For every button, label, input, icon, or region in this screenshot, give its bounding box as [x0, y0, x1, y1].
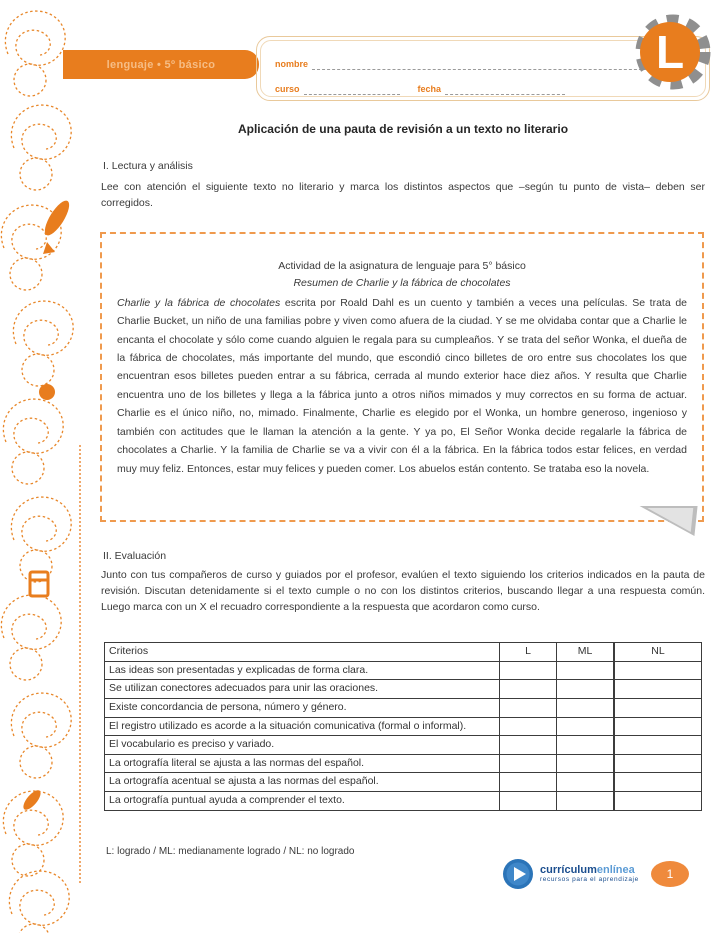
course-label: curso — [275, 84, 300, 94]
mark-cell-l[interactable] — [500, 792, 557, 811]
evaluation-criteria-table — [104, 642, 702, 811]
dotted-rail-decoration — [79, 445, 81, 883]
subject-grade-label: lenguaje • 5º básico — [106, 58, 216, 71]
col-header-ml: ML — [557, 643, 615, 662]
pen-icon — [40, 197, 73, 254]
table-legend: L: logrado / ML: medianamente logrado / NL: no logrado — [106, 846, 355, 857]
mark-cell-nl[interactable] — [614, 792, 702, 811]
date-label: fecha — [417, 84, 442, 94]
logo-text-part1: currículum — [540, 864, 597, 877]
mark-cell-l[interactable] — [500, 773, 557, 792]
reading-box-text: escrita por Roald Dahl es un cuento y también a veces una películas. Se trata de Charlie Bucket, un niño de una familias pobre y viven como afuera de la ciudad. Y se me olvidaba contar que a Charlie le encanta el chocolate y sólo come cuando alguien le regala para su cumpleaños. Y se trata del señor Wonka, el dueña de la fábrica de chocolates, más importante del mundo, que escondió cinco billetes de oro entre sus chocolates los que encuentran esos billetes pueden entrar a su fábrica, cerrada al mundo exterior hace diez años. Y resulta que Charlie encuentra uno de los billetes y llega a la fábrica junto a otros niños mimados y muy correctos en su forma de actuar. Charlie es el único niño, no, mimado. Finalmente, Charlie es elegido por el Wonka, un hombre generoso, ingenioso y también con actitudes que le llaman la atención a la gente. Y ya po, El Señor Wonka decide regalarle la fábrica de chocolates a Charlie. Y la familia de Charlie se va a vivir con él a la fábrica. En la fábrica todos estar felices, en verdad muy muy feliz. Entonces, estar muy felices y pueden comer. Los abuelos están contento. Se trataba eso la novela. — [117, 296, 687, 475]
mark-cell-l[interactable] — [500, 736, 557, 755]
reading-box-subheading: Resumen de Charlie y la fábrica de chocolates — [293, 276, 511, 289]
logo-tagline: recursos para el aprendizaje — [540, 876, 639, 884]
section1-heading: I. Lectura y análisis — [103, 160, 193, 172]
curriculum-en-linea-logo — [502, 858, 639, 890]
logo-letter: L — [655, 26, 685, 78]
mark-cell-ml[interactable] — [557, 736, 615, 755]
mark-cell-l[interactable] — [500, 698, 557, 717]
col-header-l: L — [500, 643, 557, 662]
play-circle-icon — [502, 858, 534, 890]
table-row — [105, 754, 702, 773]
name-label: nombre — [275, 59, 309, 69]
mark-cell-ml[interactable] — [557, 773, 615, 792]
mark-cell-nl[interactable] — [614, 754, 702, 773]
reading-box-body — [117, 294, 687, 479]
criterion-text: Existe concordancia de persona, número y género. — [105, 698, 500, 717]
col-header-nl: NL — [614, 643, 702, 662]
page-title: Aplicación de una pauta de revisión a un texto no literario — [237, 122, 569, 136]
section1-instructions: Lee con atención el siguiente texto no literario y marca los distintos aspectos que –según tu punto de vista– deben ser corregidos. — [101, 181, 705, 209]
table-header-row — [105, 643, 702, 662]
section2-instructions: Junto con tus compañeros de curso y guiados por el profesor, evalúen el texto siguiendo los criterios indicados en la pauta de revisión. Discutan detenidamente si el texto cumple o no con los distintos criterios, buscando llegar a una respuesta común. Luego marca con un X el recuadro correspondiente a la respuesta que acordaron como curso. — [101, 569, 705, 613]
criterion-text: La ortografía puntual ayuda a comprender el texto. — [105, 792, 500, 811]
table-row — [105, 680, 702, 699]
page-number: 1 — [666, 867, 674, 881]
criterion-text: El registro utilizado es acorde a la situación comunicativa (formal o informal). — [105, 717, 500, 736]
name-field[interactable] — [312, 57, 652, 70]
mark-cell-nl[interactable] — [614, 773, 702, 792]
mark-cell-l[interactable] — [500, 661, 557, 680]
date-field[interactable] — [445, 82, 565, 95]
mark-cell-l[interactable] — [500, 754, 557, 773]
reading-text-box — [100, 232, 704, 522]
mark-cell-ml[interactable] — [557, 661, 615, 680]
language-gear-logo — [630, 10, 714, 94]
mark-cell-nl[interactable] — [614, 717, 702, 736]
course-field[interactable] — [304, 82, 400, 95]
leaf-ornament — [20, 788, 43, 813]
dot-ornament — [39, 384, 55, 400]
criterion-text: El vocabulario es preciso y variado. — [105, 736, 500, 755]
criterion-text: La ortografía acentual se ajusta a las normas del español. — [105, 773, 500, 792]
mark-cell-ml[interactable] — [557, 717, 615, 736]
page-number-badge — [651, 861, 689, 887]
criterion-text: La ortografía literal se ajusta a las normas del español. — [105, 754, 500, 773]
mark-cell-ml[interactable] — [557, 698, 615, 717]
mark-cell-l[interactable] — [500, 680, 557, 699]
page-curl-highlight — [645, 508, 694, 532]
section2-heading: II. Evaluación — [103, 550, 167, 562]
table-row — [105, 736, 702, 755]
book-title-italic: Charlie y la fábrica de chocolates — [117, 296, 281, 309]
mark-cell-l[interactable] — [500, 717, 557, 736]
mark-cell-nl[interactable] — [614, 680, 702, 699]
table-row — [105, 661, 702, 680]
subject-grade-tab — [63, 50, 259, 79]
table-row — [105, 792, 702, 811]
mark-cell-ml[interactable] — [557, 792, 615, 811]
col-header-criterios: Criterios — [105, 643, 500, 662]
mark-cell-ml[interactable] — [557, 754, 615, 773]
mark-cell-nl[interactable] — [614, 698, 702, 717]
table-row — [105, 717, 702, 736]
mark-cell-nl[interactable] — [614, 661, 702, 680]
criterion-text: Se utilizan conectores adecuados para unir las oraciones. — [105, 680, 500, 699]
mark-cell-nl[interactable] — [614, 736, 702, 755]
table-row — [105, 698, 702, 717]
book-icon — [30, 572, 48, 596]
table-row — [105, 773, 702, 792]
mark-cell-ml[interactable] — [557, 680, 615, 699]
criterion-text: Las ideas son presentadas y explicadas de forma clara. — [105, 661, 500, 680]
reading-box-heading: Actividad de la asignatura de lenguaje para 5° básico — [278, 260, 526, 272]
logo-text-part2: enlínea — [596, 864, 635, 877]
